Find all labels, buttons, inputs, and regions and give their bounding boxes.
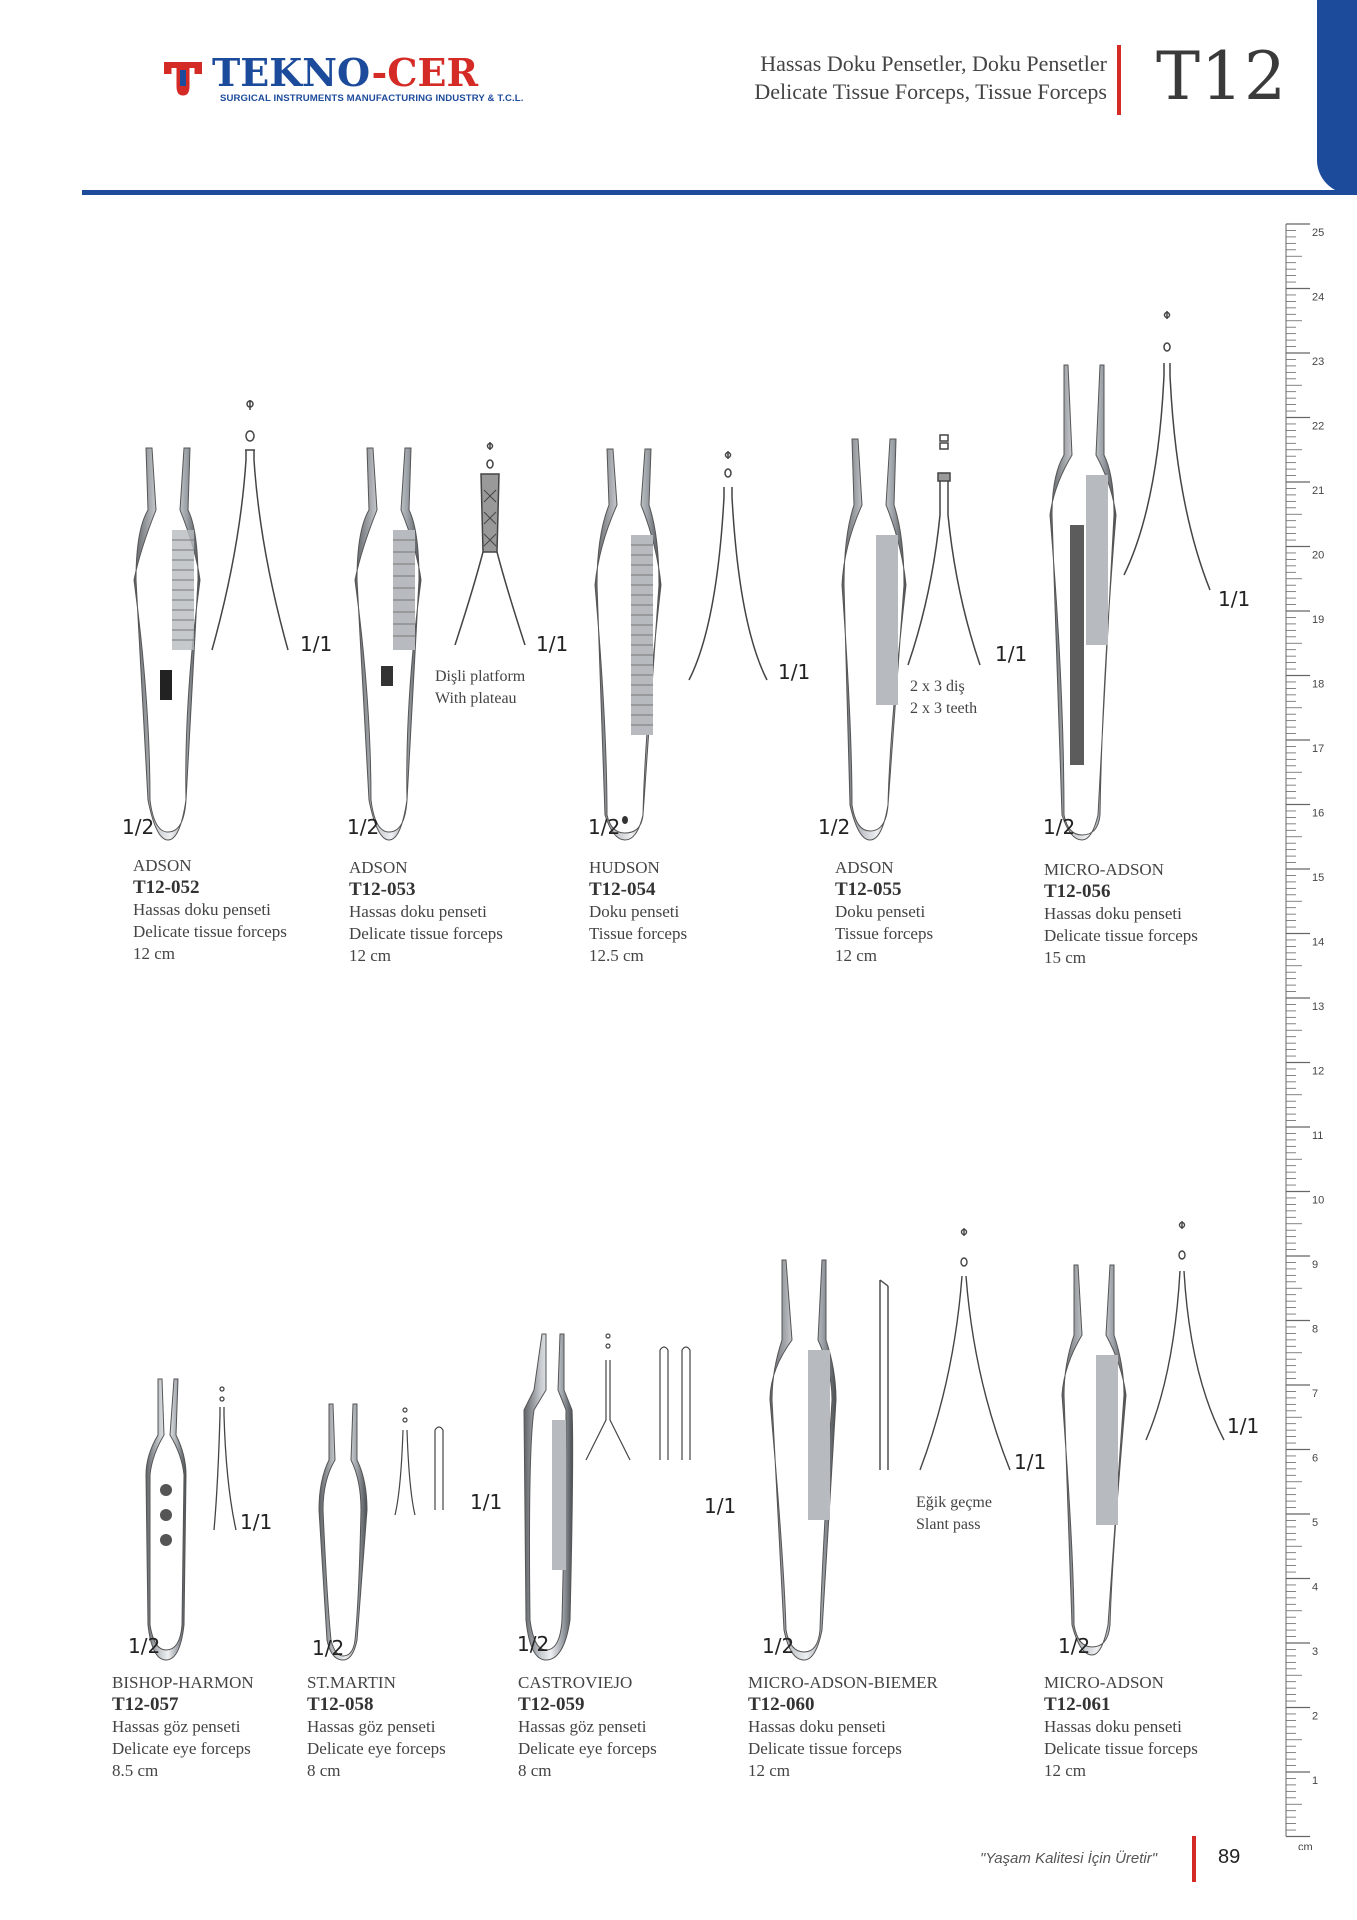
product-desc-tr: Hassas doku penseti: [1044, 904, 1182, 923]
ruler-label: 11: [1312, 1130, 1324, 1142]
product-size: 12 cm: [133, 944, 176, 963]
ruler-label: 14: [1312, 936, 1325, 949]
scale-half-label: 1/2: [312, 1636, 345, 1660]
ruler-label: 24: [1312, 291, 1325, 304]
ruler-label: 4: [1312, 1581, 1319, 1594]
product-size: 12 cm: [349, 946, 392, 965]
brand-name: TEKNO-CER: [212, 50, 479, 95]
product-size: 12 cm: [835, 946, 878, 965]
ruler-label: 6: [1312, 1452, 1319, 1465]
product-code: T12-052: [133, 877, 200, 898]
product-desc-tr: Hassas doku penseti: [748, 1717, 886, 1736]
ruler-label: 5: [1312, 1517, 1319, 1529]
page-title-en: Delicate Tissue Forceps, Tissue Forceps: [754, 79, 1107, 104]
product-caption: [307, 1672, 446, 1782]
footer-slogan: "Yaşam Kalitesi İçin Üretir": [980, 1850, 1158, 1867]
note-teeth-en: 2 x 3 teeth: [910, 700, 978, 717]
product-desc-en: Tissue forceps: [835, 924, 934, 943]
forceps-illustration-t12-054: [585, 445, 795, 840]
scale-half-label: 1/2: [347, 815, 380, 839]
forceps-illustration-t12-058: [315, 1400, 455, 1660]
scale-full-label: 1/1: [1227, 1414, 1260, 1438]
ruler-label: 17: [1312, 743, 1325, 755]
product-size: 8 cm: [307, 1761, 341, 1780]
product-desc-tr: Hassas göz penseti: [112, 1717, 241, 1736]
ruler-unit: cm: [1298, 1841, 1313, 1850]
scale-full-label: 1/1: [470, 1490, 503, 1514]
page-number: 89: [1218, 1846, 1241, 1868]
product-name: ADSON: [349, 858, 408, 877]
product-caption: [133, 855, 287, 965]
product-code: T12-058: [307, 1694, 374, 1715]
ruler-label: 16: [1312, 807, 1325, 820]
product-code: T12-057: [112, 1694, 179, 1715]
forceps-illustration-t12-055: [830, 435, 1030, 840]
ruler-label: 2: [1312, 1710, 1319, 1723]
product-desc-tr: Hassas doku penseti: [1044, 1717, 1182, 1736]
product-name: MICRO-ADSON: [1044, 860, 1164, 879]
product-desc-en: Delicate tissue forceps: [1044, 926, 1198, 945]
product-name: ADSON: [835, 858, 894, 877]
product-desc-en: Delicate tissue forceps: [133, 922, 287, 941]
ruler-label: 13: [1312, 1001, 1325, 1013]
note-plateau-en: With plateau: [435, 690, 517, 707]
page-title-tr: Hassas Doku Pensetler, Doku Pensetler: [760, 51, 1107, 76]
product-desc-en: Delicate eye forceps: [112, 1739, 251, 1758]
scale-full-label: 1/1: [536, 632, 569, 656]
header-rule: [82, 190, 1357, 195]
note-slant: [916, 1492, 992, 1536]
scale-half-label: 1/2: [517, 1632, 550, 1656]
ruler-label: 20: [1312, 549, 1325, 562]
ruler-label: 12: [1312, 1065, 1325, 1078]
product-code: T12-054: [589, 879, 656, 900]
ruler-label: 23: [1312, 356, 1325, 368]
note-plateau: [435, 666, 525, 710]
product-caption: [1044, 1672, 1198, 1782]
product-name: MICRO-ADSON: [1044, 1673, 1164, 1692]
ruler-label: 19: [1312, 614, 1325, 626]
product-desc-tr: Hassas göz penseti: [307, 1717, 436, 1736]
product-caption: [349, 857, 503, 967]
product-name: BISHOP-HARMON: [112, 1673, 254, 1692]
scale-full-label: 1/1: [1014, 1450, 1047, 1474]
product-name: CASTROVIEJO: [518, 1673, 633, 1692]
product-desc-en: Delicate tissue forceps: [349, 924, 503, 943]
product-caption: [589, 857, 687, 967]
footer-divider: [1192, 1836, 1196, 1882]
ruler-label: 22: [1312, 420, 1325, 433]
product-desc-en: Tissue forceps: [589, 924, 688, 943]
product-size: 8 cm: [518, 1761, 552, 1780]
scale-full-label: 1/1: [704, 1494, 737, 1518]
product-size: 15 cm: [1044, 948, 1087, 967]
ruler-label: 7: [1312, 1388, 1319, 1400]
scale-half-label: 1/2: [818, 815, 851, 839]
scale-half-label: 1/2: [762, 1634, 795, 1658]
scale-half-label: 1/2: [1058, 1634, 1091, 1658]
scale-full-label: 1/1: [995, 642, 1028, 666]
ruler-label: 1: [1312, 1775, 1319, 1787]
product-size: 12.5 cm: [589, 946, 644, 965]
product-desc-tr: Hassas doku penseti: [349, 902, 487, 921]
product-desc-tr: Hassas doku penseti: [133, 900, 271, 919]
product-caption: [748, 1672, 938, 1782]
product-desc-tr: Doku penseti: [835, 902, 926, 921]
forceps-illustration-t12-060: [760, 1220, 1030, 1660]
product-desc-tr: Hassas göz penseti: [518, 1717, 647, 1736]
note-slant-en: Slant pass: [916, 1516, 981, 1533]
page-title: [754, 50, 1107, 106]
ruler-label: 25: [1312, 227, 1325, 239]
scale-half-label: 1/2: [1043, 815, 1076, 839]
product-desc-en: Delicate tissue forceps: [748, 1739, 902, 1758]
ruler-label: 18: [1312, 678, 1325, 691]
forceps-illustration-t12-057: [140, 1375, 250, 1660]
brand-logo-icon: [160, 56, 206, 102]
ruler-label: 21: [1312, 485, 1325, 497]
section-code: T12: [1156, 38, 1288, 115]
product-desc-en: Delicate eye forceps: [518, 1739, 657, 1758]
brand-tagline: SURGICAL INSTRUMENTS MANUFACTURING INDUSTRY & T.C.L.: [220, 93, 524, 104]
product-code: T12-059: [518, 1694, 585, 1715]
scale-half-label: 1/2: [588, 815, 621, 839]
scale-full-label: 1/1: [778, 660, 811, 684]
ruler-label: 10: [1312, 1194, 1325, 1207]
note-teeth-tr: 2 x 3 diş: [910, 678, 965, 695]
product-name: MICRO-ADSON-BIEMER: [748, 1673, 938, 1692]
ruler-label: 9: [1312, 1259, 1319, 1271]
scale-full-label: 1/1: [240, 1510, 273, 1534]
forceps-illustration-t12-059: [520, 1330, 720, 1660]
header-corner-tab: [1317, 0, 1357, 194]
ruler-label: 8: [1312, 1323, 1319, 1336]
note-teeth: [910, 676, 977, 720]
scale-half-label: 1/2: [122, 815, 155, 839]
product-desc-en: Delicate tissue forceps: [1044, 1739, 1198, 1758]
ruler-label: 3: [1312, 1646, 1319, 1658]
product-code: T12-060: [748, 1694, 815, 1715]
forceps-illustration-t12-056: [1040, 305, 1270, 840]
product-size: 12 cm: [1044, 1761, 1087, 1780]
scale-full-label: 1/1: [1218, 587, 1251, 611]
product-code: T12-056: [1044, 881, 1111, 902]
forceps-illustration-t12-053: [345, 440, 545, 840]
product-name: ADSON: [133, 856, 192, 875]
forceps-illustration-t12-052: [120, 400, 333, 840]
centimeter-ruler: [1280, 210, 1340, 1850]
brand-logo: [160, 50, 524, 108]
ruler-label: 15: [1312, 872, 1325, 884]
product-caption: [518, 1672, 657, 1782]
product-code: T12-061: [1044, 1694, 1111, 1715]
product-size: 8.5 cm: [112, 1761, 159, 1780]
product-desc-en: Delicate eye forceps: [307, 1739, 446, 1758]
product-name: ST.MARTIN: [307, 1673, 396, 1692]
product-size: 12 cm: [748, 1761, 791, 1780]
note-plateau-tr: Dişli platform: [435, 668, 526, 685]
product-name: HUDSON: [589, 858, 660, 877]
header-divider: [1117, 45, 1121, 115]
note-slant-tr: Eğik geçme: [916, 1494, 992, 1511]
product-caption: [1044, 859, 1198, 969]
scale-half-label: 1/2: [128, 1634, 161, 1658]
product-desc-tr: Doku penseti: [589, 902, 680, 921]
product-code: T12-053: [349, 879, 416, 900]
product-caption: [112, 1672, 254, 1782]
product-code: T12-055: [835, 879, 902, 900]
scale-full-label: 1/1: [300, 632, 333, 656]
product-caption: [835, 857, 933, 967]
